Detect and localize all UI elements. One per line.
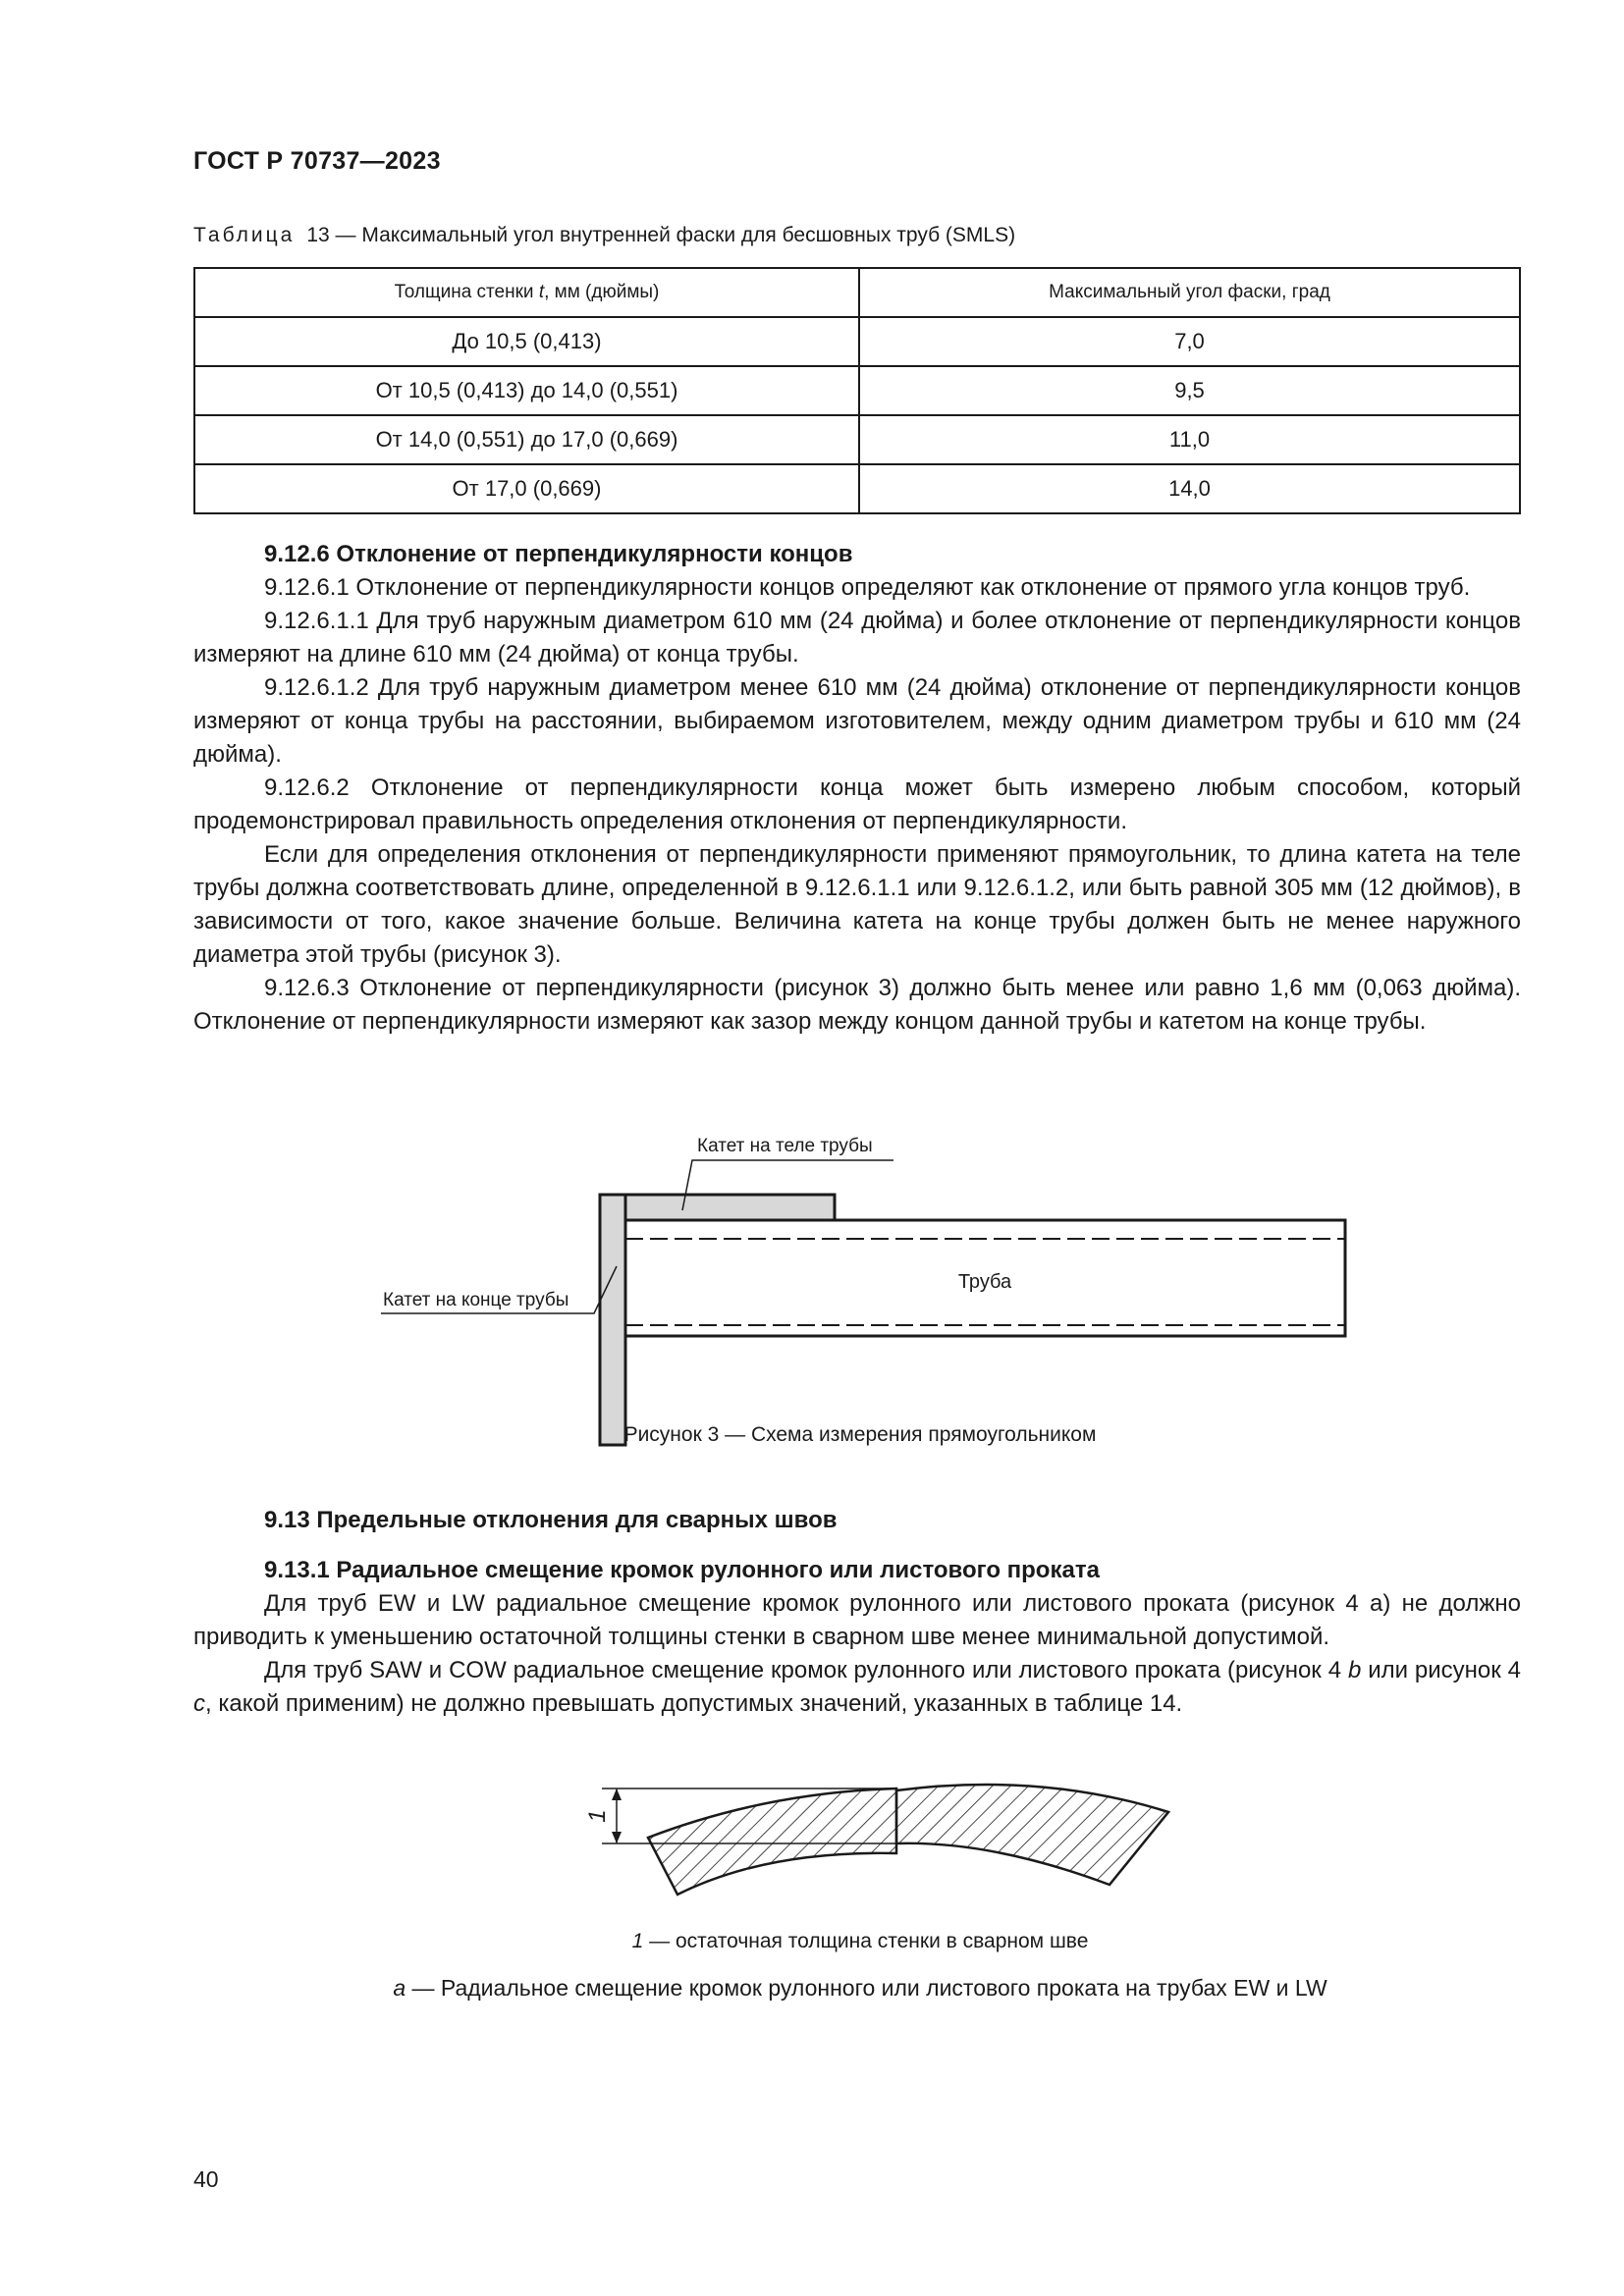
table-header-row — [194, 268, 1520, 317]
figure-4a-diagram — [0, 1767, 1624, 1944]
subsection-heading: 9.13.1 Радиальное смещение кромок рулонного или листового проката — [264, 1557, 1100, 1583]
section-9-12-6 — [193, 538, 1521, 1039]
document-header: ГОСТ Р 70737—2023 — [193, 147, 441, 175]
table-cell-angle: 9,5 — [859, 366, 1520, 415]
section-9-13 — [193, 1504, 1521, 1721]
square-body-leg — [600, 1195, 835, 1220]
table-row — [194, 366, 1520, 415]
plate-left — [648, 1789, 896, 1895]
plate-right — [896, 1785, 1168, 1885]
paragraph: Если для определения отклонения от перпендикулярности применяют прямоугольник, то длина катета на теле трубы должна соответствовать длине, определенной в 9.12.6.1.1 или 9.12.6.1.2, или быть равной 305 мм (12 дюймов), в зависимости от того, какое значение больше. Величина катета на конце трубы должен быть не менее наружного диаметра этой трубы (рисунок 3). — [193, 841, 1521, 968]
table-13 — [193, 267, 1521, 514]
table-cell-thickness: От 17,0 (0,669) — [194, 464, 859, 513]
label-body-leg: Катет на теле трубы — [697, 1136, 873, 1156]
table-header-angle: Максимальный угол фаски, град — [859, 268, 1520, 317]
square-end-leg — [600, 1195, 625, 1445]
table-cell-angle: 7,0 — [859, 317, 1520, 366]
figure-4a-caption: a — Радиальное смещение кромок рулонного или листового проката на трубах EW и LW — [393, 1975, 1327, 2001]
section-heading: 9.13 Предельные отклонения для сварных швов — [264, 1507, 838, 1533]
paragraph: 9.12.6.1.2 Для труб наружным диаметром менее 610 мм (24 дюйма) отклонение от перпендикулярности концов измеряют от конца трубы на расстоянии, выбираемом изготовителем, между одним диаметром трубы и 610 мм (24 дюйма). — [193, 674, 1521, 768]
table-row — [194, 464, 1520, 513]
figure-3-caption: Рисунок 3 — Схема измерения прямоугольником — [623, 1423, 1097, 1446]
paragraph: 9.12.6.1 Отклонение от перпендикулярности концов определяют как отклонение от прямого угла концов труб. — [264, 574, 1471, 601]
table-caption — [193, 224, 1015, 247]
table-caption-text: 13 — Максимальный угол внутренней фаски для бесшовных труб (SMLS) — [306, 224, 1016, 246]
label-end-leg: Катет на конце трубы — [383, 1290, 569, 1310]
figure-4a-legend: 1 — остаточная толщина стенки в сварном шве — [631, 1930, 1089, 1952]
paragraph: 9.12.6.2 Отклонение от перпендикулярности конца может быть измерено любым способом, который продемонстрировал правильность определения отклонения от перпендикулярности. — [193, 774, 1521, 834]
page-number: 40 — [193, 2166, 219, 2192]
table-cell-thickness: До 10,5 (0,413) — [194, 317, 859, 366]
table-cell-thickness: От 14,0 (0,551) до 17,0 (0,669) — [194, 415, 859, 464]
figure-3-diagram — [0, 1119, 1624, 1453]
dim-arrow-up — [612, 1789, 622, 1800]
dim-marker-1: 1 — [584, 1809, 611, 1823]
paragraph: 9.12.6.3 Отклонение от перпендикулярности (рисунок 3) должно быть менее или равно 1,6 мм (0,063 дюйма). Отклонение от перпендикулярности измеряют как зазор между концом данной трубы и катетом на конце трубы. — [193, 975, 1521, 1035]
table-row — [194, 415, 1520, 464]
table-cell-angle: 11,0 — [859, 415, 1520, 464]
table-header-thickness: Толщина стенки t, мм (дюймы) — [194, 268, 859, 317]
paragraph: Для труб EW и LW радиальное смещение кромок рулонного или листового проката (рисунок 4 a) не должно приводить к уменьшению остаточной толщины стенки в сварном шве менее минимальной допустимой. — [193, 1590, 1521, 1650]
paragraph: Для труб SAW и COW радиальное смещение кромок рулонного или листового проката (рисунок 4 b или рисунок 4 c, какой применим) не должно превышать допустимых значений, указанных в таблице 14. — [193, 1657, 1521, 1717]
section-heading: 9.12.6 Отклонение от перпендикулярности концов — [264, 541, 853, 567]
dim-arrow-down — [612, 1832, 622, 1843]
table-row — [194, 317, 1520, 366]
table-cell-thickness: От 10,5 (0,413) до 14,0 (0,551) — [194, 366, 859, 415]
table-caption-label: Таблица — [193, 224, 296, 246]
table-cell-angle: 14,0 — [859, 464, 1520, 513]
paragraph: 9.12.6.1.1 Для труб наружным диаметром 610 мм (24 дюйма) и более отклонение от перпендикулярности концов измеряют на длине 610 мм (24 дюйма) от конца трубы. — [193, 608, 1521, 667]
label-pipe: Труба — [957, 1271, 1012, 1293]
